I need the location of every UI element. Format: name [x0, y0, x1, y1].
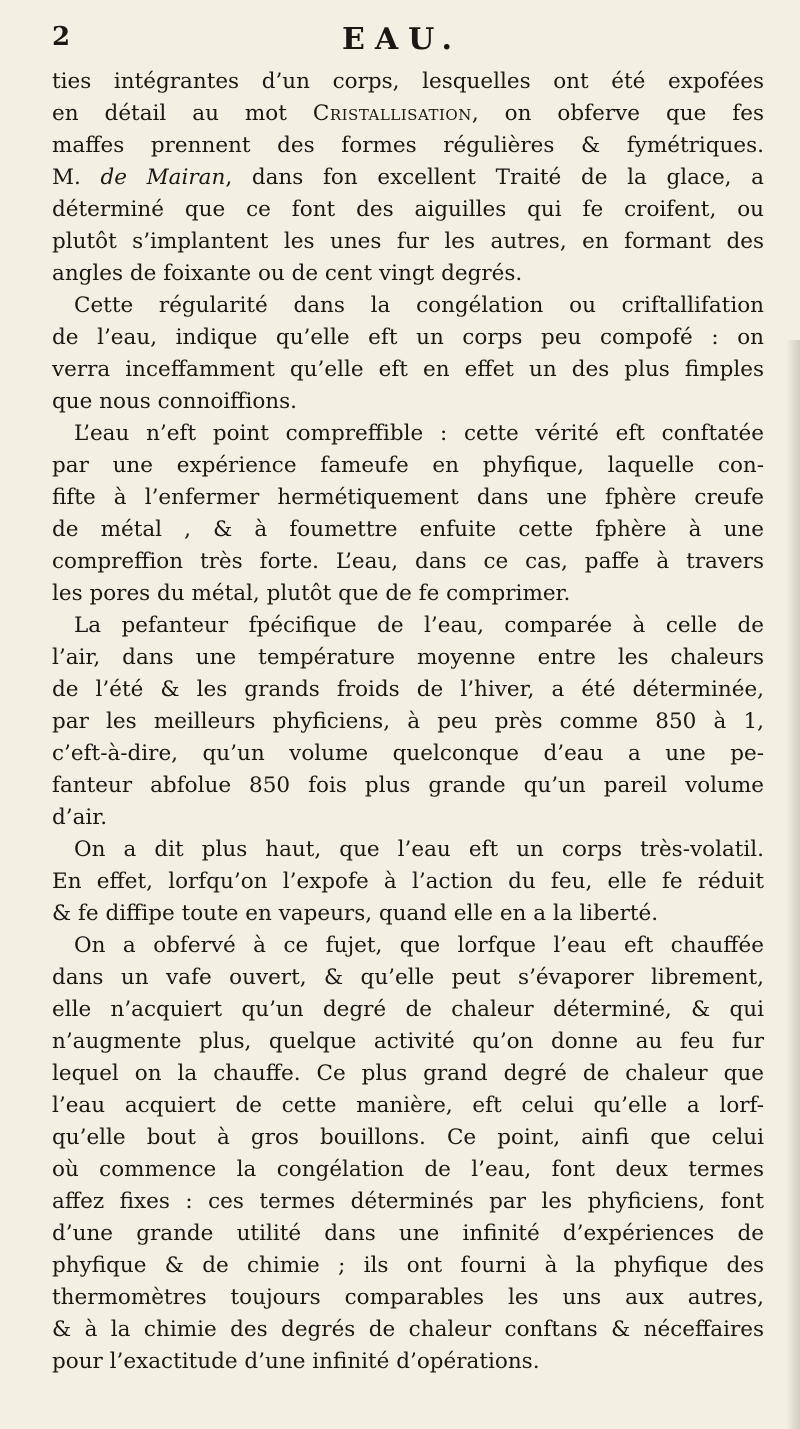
text-line: phyfique & de chimie ; ils ont fourni à la phyfique des	[52, 1253, 764, 1278]
text-line: d’une grande utilité dans une infinité d’expériences de	[52, 1221, 764, 1246]
paragraph-start: On a obfervé à ce fujet, que lorfque l’eau eft chauffée	[74, 933, 764, 958]
text-line: thermomètres toujours comparables les uns aux autres,	[52, 1285, 764, 1310]
text-line: & fe diffipe toute en vapeurs, quand elle en a la liberté.	[52, 901, 659, 926]
text-line: plutôt s’implantent les unes fur les autres, en formant des	[52, 229, 764, 254]
text-line: que nous connoiffions.	[52, 389, 297, 414]
page-header	[52, 22, 752, 62]
text-line: En effet, lorfqu’on l’expofe à l’action du feu, elle fe réduit	[52, 869, 764, 894]
text-line: fifte à l’enfermer hermétiquement dans une fphère creufe	[52, 485, 764, 510]
text-line: c’eft-à-dire, qu’un volume quelconque d’eau a une pe-	[52, 741, 764, 766]
text-line: en détail au mot Cristallisation, on obferve que fes	[52, 101, 764, 126]
text-line: & à la chimie des degrés de chaleur conftans & néceffaires	[52, 1317, 764, 1342]
cross-reference-term: Cristallisation	[312, 101, 472, 126]
text-line: maffes prennent des formes régulières & fymétriques.	[52, 133, 764, 158]
paragraph-start: Cette régularité dans la congélation ou criftallifation	[74, 293, 764, 318]
text-line: les pores du métal, plutôt que de fe comprimer.	[52, 581, 571, 606]
text-line: angles de foixante ou de cent vingt degrés.	[52, 261, 523, 286]
text-line: d’air.	[52, 805, 108, 830]
text-line: par une expérience fameufe en phyfique, laquelle con-	[52, 453, 764, 478]
text-line: n’augmente plus, quelque activité qu’on donne au feu fur	[52, 1029, 764, 1054]
paragraph-start: On a dit plus haut, que l’eau eft un corps très-volatil.	[74, 837, 764, 862]
text-line: ties intégrantes d’un corps, lesquelles ont été expofées	[52, 69, 764, 94]
text-line: par les meilleurs phyficiens, à peu près comme 850 à 1,	[52, 709, 764, 734]
text-line: pour l’exactitude d’une infinité d’opérations.	[52, 1349, 540, 1374]
running-title: EAU.	[342, 22, 462, 57]
page-edge-shadow	[786, 340, 800, 1429]
text-line: compreffion très forte. L’eau, dans ce cas, paffe à travers	[52, 549, 764, 574]
text-line: de l’eau, indique qu’elle eft un corps peu compofé : on	[52, 325, 764, 350]
text-line: elle n’acquiert qu’un degré de chaleur déterminé, & qui	[52, 997, 764, 1022]
text-line: de l’été & les grands froids de l’hiver, a été déterminée,	[52, 677, 764, 702]
text-line: où commence la congélation de l’eau, font deux termes	[52, 1157, 764, 1182]
text-line: fanteur abfolue 850 fois plus grande qu’un pareil volume	[52, 773, 764, 798]
text-line: déterminé que ce font des aiguilles qui fe croifent, ou	[52, 197, 764, 222]
paragraph-start: La pefanteur fpécifique de l’eau, comparée à celle de	[74, 613, 764, 638]
text-line: affez fixes : ces termes déterminés par les phyficiens, font	[52, 1189, 764, 1214]
text-line: M. de Mairan, dans fon excellent Traité de la glace, a	[52, 165, 764, 190]
text-line: l’air, dans une température moyenne entre les chaleurs	[52, 645, 764, 670]
text-line: lequel on la chauffe. Ce plus grand degré de chaleur que	[52, 1061, 764, 1086]
text-line: de métal , & à foumettre enfuite cette fphère à une	[52, 517, 764, 542]
page-number: 2	[52, 22, 71, 52]
text-line: l’eau acquiert de cette manière, eft celui qu’elle a lorf-	[52, 1093, 764, 1118]
text-line: verra inceffamment qu’elle eft en effet un des plus fimples	[52, 357, 764, 382]
body-text	[52, 66, 764, 1378]
paragraph-start: L’eau n’eft point compreffible : cette vérité eft conftatée	[74, 421, 764, 446]
author-name: de Mairan	[100, 165, 226, 190]
text-line: dans un vafe ouvert, & qu’elle peut s’évaporer librement,	[52, 965, 764, 990]
text-line: qu’elle bout à gros bouillons. Ce point, ainfi que celui	[52, 1125, 764, 1150]
